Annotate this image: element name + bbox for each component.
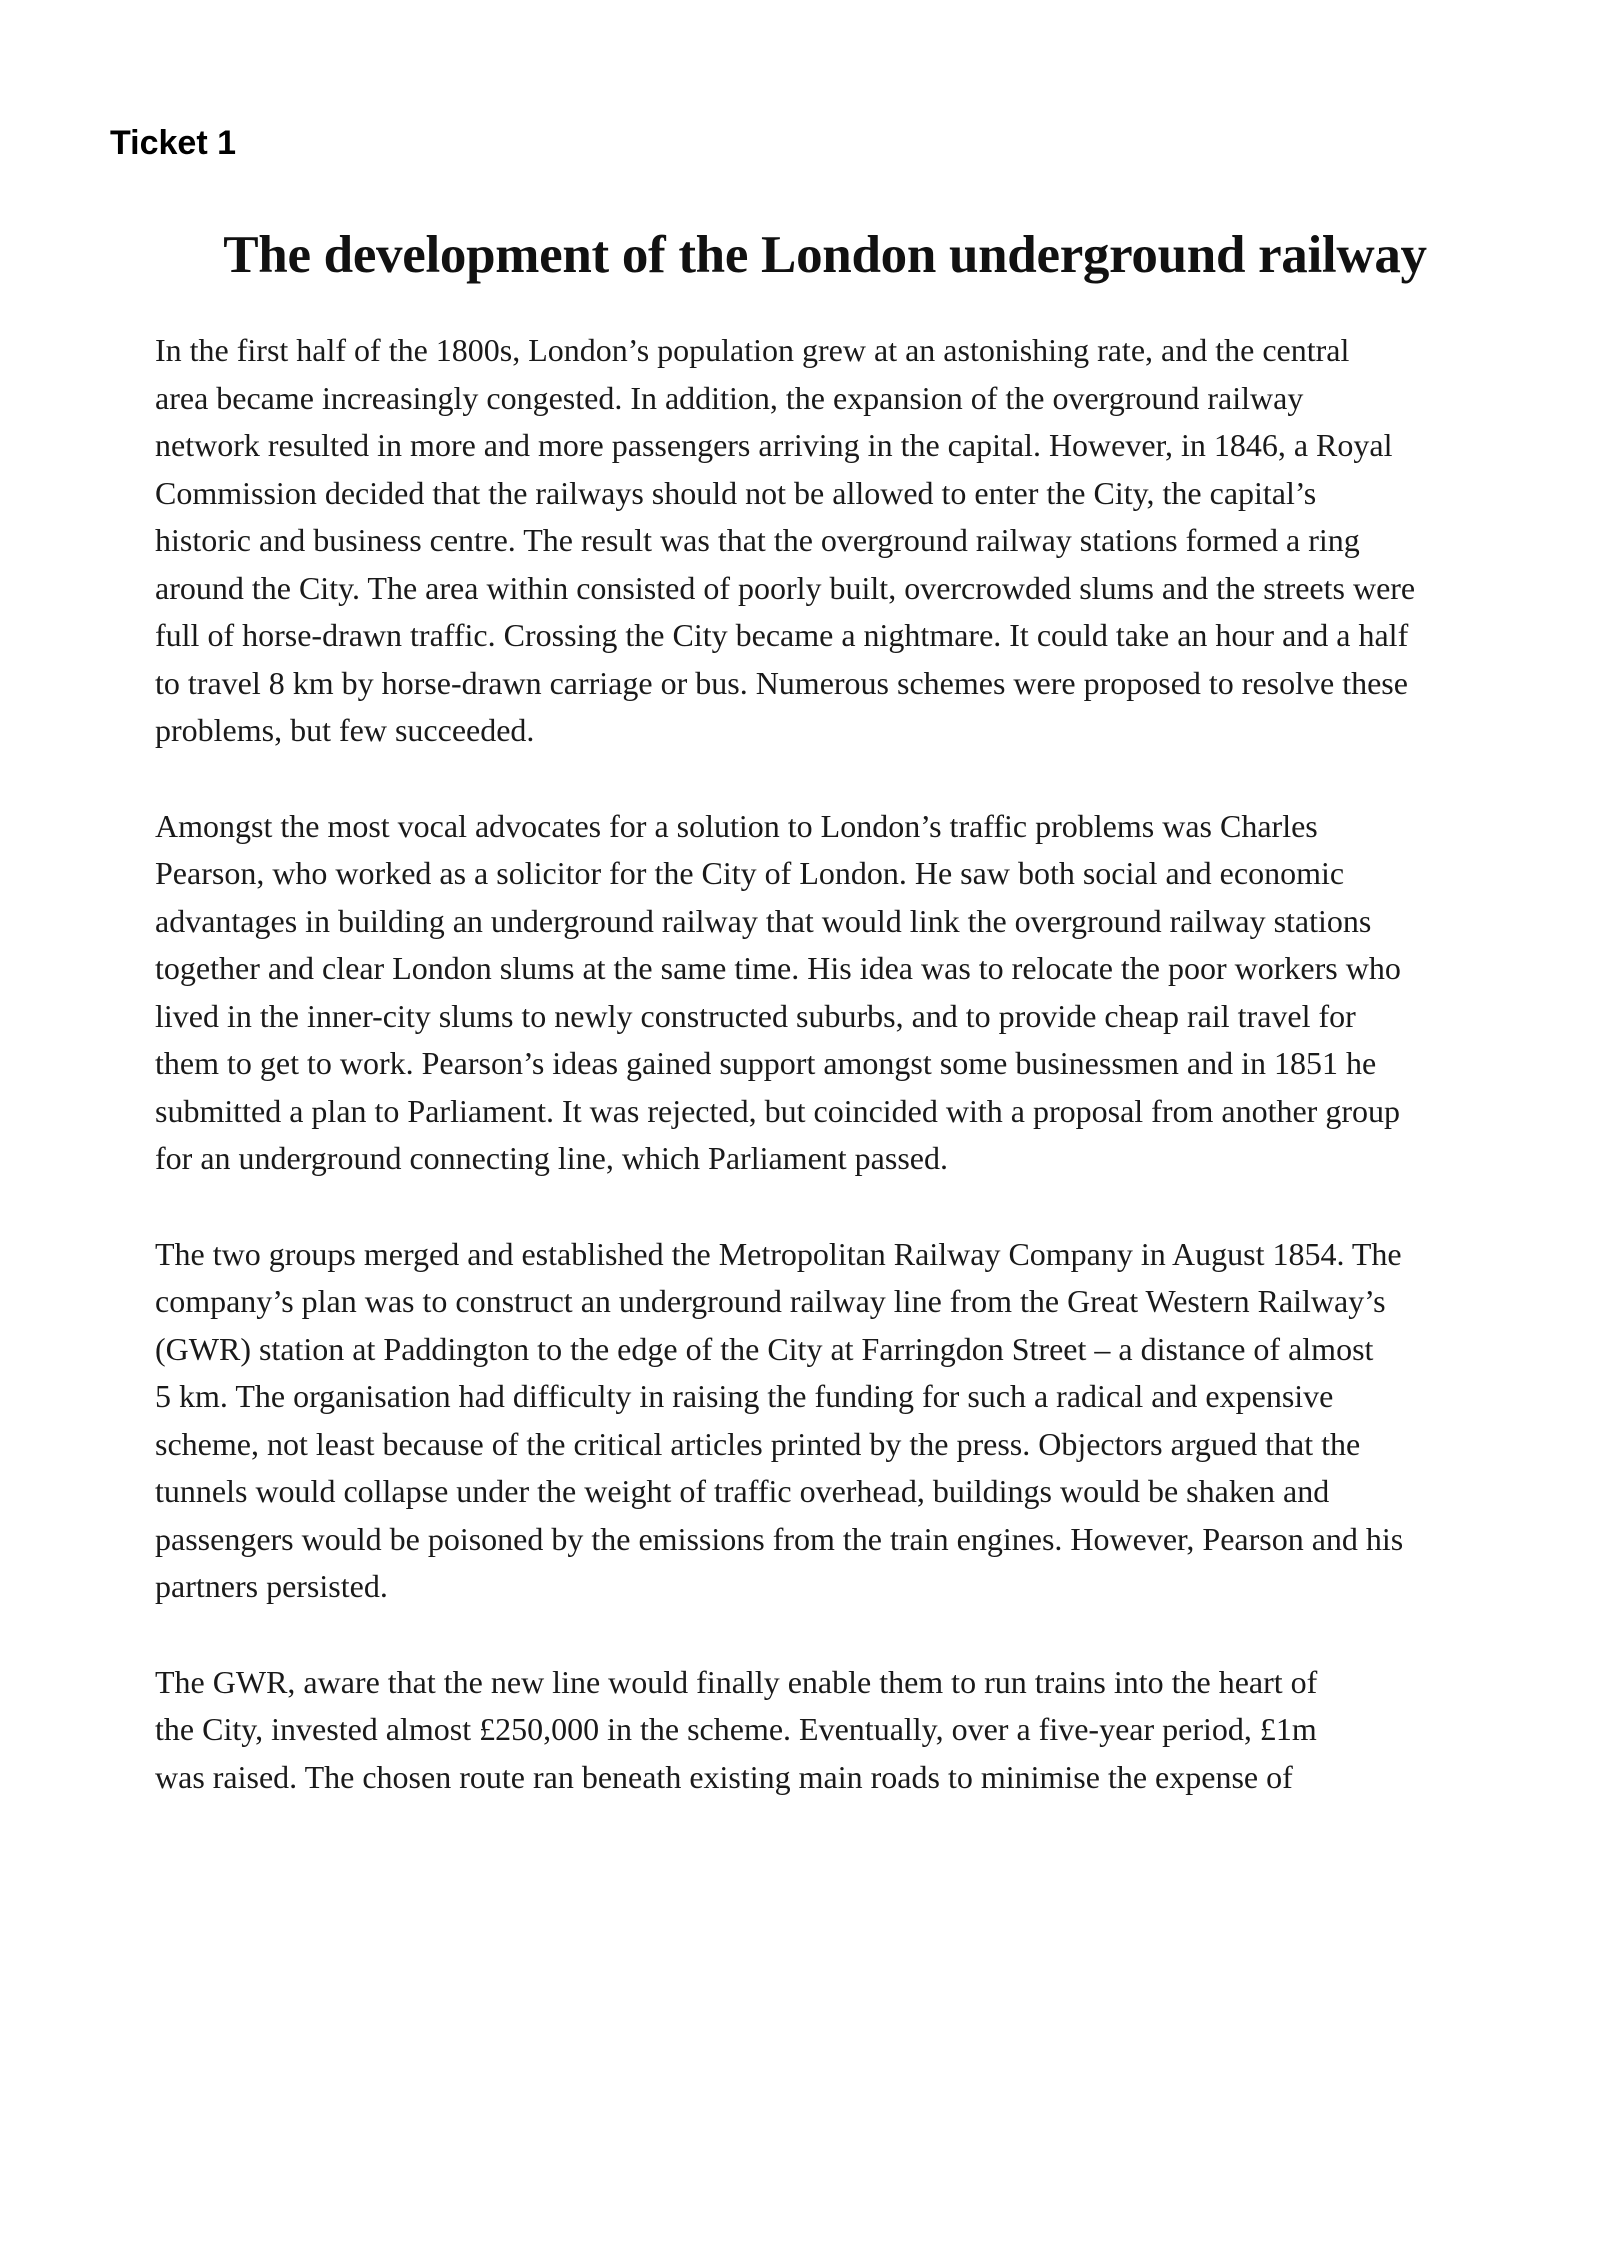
text-line: partners persisted. <box>155 1568 388 1604</box>
text-line: full of horse-drawn traffic. Crossing the City became a nightmare. It could take an hour and a half <box>155 617 1409 653</box>
text-line: for an underground connecting line, which Parliament passed. <box>155 1140 948 1176</box>
paragraph-3 <box>155 1231 1495 1611</box>
text-line: Amongst the most vocal advocates for a solution to London’s traffic problems was Charles <box>155 807 1318 844</box>
text-line: them to get to work. Pearson’s ideas gained support amongst some businessmen and in 1851 he <box>155 1045 1377 1081</box>
paragraph-2 <box>155 803 1495 1183</box>
text-line: lived in the inner-city slums to newly constructed suburbs, and to provide cheap rail travel for <box>155 997 1356 1034</box>
text-line: tunnels would collapse under the weight of traffic overhead, buildings would be shaken and <box>155 1473 1330 1509</box>
text-line: 5 km. The organisation had difficulty in raising the funding for such a radical and expensive <box>155 1378 1334 1414</box>
text-line: The GWR, aware that the new line would finally enable them to run trains into the heart of <box>155 1663 1318 1700</box>
text-line: network resulted in more and more passengers arriving in the capital. However, in 1846, a Royal <box>155 427 1393 463</box>
text-line: submitted a plan to Parliament. It was rejected, but coincided with a proposal from another group <box>155 1092 1400 1129</box>
text-line: the City, invested almost £250,000 in the scheme. Eventually, over a five-year period, £1m <box>155 1711 1317 1747</box>
text-line: to travel 8 km by horse-drawn carriage or bus. Numerous schemes were proposed to resolve these <box>155 664 1408 701</box>
article-title: The development of the London underground railway <box>223 226 1427 284</box>
article <box>155 225 1495 1849</box>
text-line: problems, but few succeeded. <box>155 712 535 748</box>
ticket-label: Ticket 1 <box>110 124 237 162</box>
text-line: Commission decided that the railways should not be allowed to enter the City, the capital’s <box>155 474 1317 511</box>
text-line: (GWR) station at Paddington to the edge of the City at Farringdon Street – a distance of almost <box>155 1330 1374 1367</box>
text-line: passengers would be poisoned by the emissions from the train engines. However, Pearson and his <box>155 1520 1404 1557</box>
text-line: around the City. The area within consisted of poorly built, overcrowded slums and the streets were <box>155 569 1416 606</box>
text-line: In the first half of the 1800s, London’s population grew at an astonishing rate, and the central <box>155 332 1350 368</box>
text-line: Pearson, who worked as a solicitor for the City of London. He saw both social and economic <box>155 855 1345 891</box>
paragraph-4 <box>155 1659 1495 1802</box>
text-line: was raised. The chosen route ran beneath existing main roads to minimise the expense of <box>155 1758 1293 1795</box>
paragraph-1 <box>155 327 1495 755</box>
text-line: The two groups merged and established the Metropolitan Railway Company in August 1854. The <box>155 1235 1402 1272</box>
text-line: area became increasingly congested. In addition, the expansion of the overground railway <box>155 379 1304 416</box>
text-line: together and clear London slums at the same time. His idea was to relocate the poor workers who <box>155 950 1401 986</box>
text-line: advantages in building an underground railway that would link the overground railway stations <box>155 902 1372 939</box>
text-line: scheme, not least because of the critical articles printed by the press. Objectors argued that the <box>155 1425 1361 1462</box>
text-line: historic and business centre. The result was that the overground railway stations formed a ring <box>155 522 1360 558</box>
text-line: company’s plan was to construct an underground railway line from the Great Western Railway’s <box>155 1283 1386 1319</box>
